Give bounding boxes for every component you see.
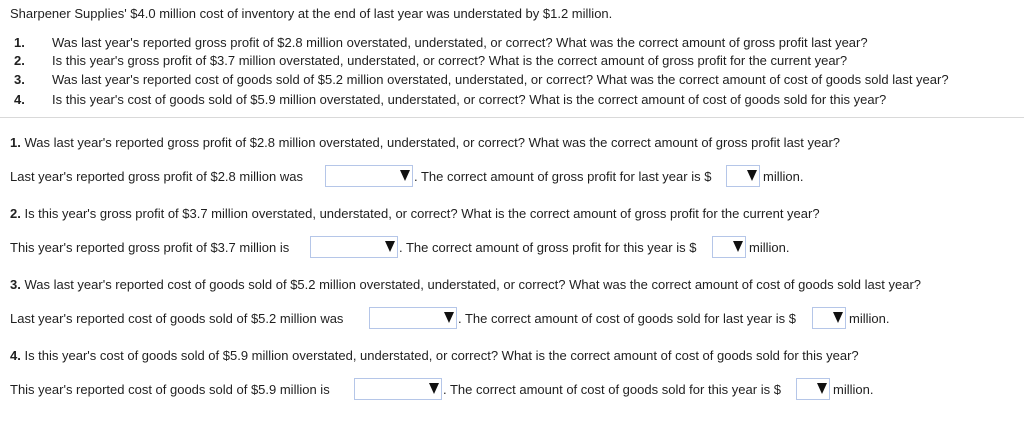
status-dropdown[interactable] [310,236,398,258]
problem-intro: Sharpener Supplies' $4.0 million cost of inventory at the end of last year was understated by $1.2 million. [10,6,613,21]
answer-mid-text: . The correct amount of gross profit for this year is $ [399,240,697,255]
answer-mid-text: . The correct amount of cost of goods sold for last year is $ [458,311,796,326]
amount-dropdown[interactable] [796,378,830,400]
part-number: 3. [10,277,21,292]
dropdown-arrow-icon [733,241,743,252]
dropdown-arrow-icon [817,383,827,394]
answer-lead-text: This year's reported gross profit of $3.7 million is [10,240,290,255]
answer-unit-text: million. [749,240,790,255]
dropdown-arrow-icon [400,170,410,181]
question-number: 2. [14,53,25,68]
answer-lead-text: Last year's reported cost of goods sold of $5.2 million was [10,311,344,326]
part-question: Was last year's reported gross profit of $2.8 million overstated, understated, or correct? What was the correct amount of gross profit last year? [20,135,841,150]
answer-mid-text: . The correct amount of gross profit for last year is $ [414,169,712,184]
status-dropdown[interactable] [325,165,413,187]
part-number: 1. [10,135,21,150]
part-heading [10,205,820,223]
answer-lead-text: This year's reported cost of goods sold of $5.9 million is [10,382,330,397]
part-question: Is this year's cost of goods sold of $5.9 million overstated, understated, or correct? What is the correct amount of cost of goods sold for this year? [20,348,859,363]
answer-unit-text: million. [849,311,890,326]
section-divider [0,117,1024,118]
amount-dropdown[interactable] [812,307,846,329]
part-number: 2. [10,206,21,221]
dropdown-arrow-icon [833,312,843,323]
answer-lead-text: Last year's reported gross profit of $2.8 million was [10,169,303,184]
part-heading [10,347,859,365]
dropdown-arrow-icon [747,170,757,181]
question-number: 1. [14,35,25,50]
part-heading [10,134,840,152]
question-text: Was last year's reported gross profit of $2.8 million overstated, understated, or correct? What was the correct amount of gross profit last year? [52,35,868,50]
part-question: Is this year's gross profit of $3.7 million overstated, understated, or correct? What is the correct amount of gross profit for the current year? [20,206,820,221]
answer-mid-text: . The correct amount of cost of goods sold for this year is $ [443,382,781,397]
dropdown-arrow-icon [385,241,395,252]
dropdown-arrow-icon [444,312,454,323]
question-number: 3. [14,72,25,87]
amount-dropdown[interactable] [712,236,746,258]
dropdown-arrow-icon [429,383,439,394]
status-dropdown[interactable] [354,378,442,400]
status-dropdown[interactable] [369,307,457,329]
part-number: 4. [10,348,21,363]
question-text: Is this year's gross profit of $3.7 million overstated, understated, or correct? What is the correct amount of gross profit for the current year? [52,53,848,68]
question-text: Is this year's cost of goods sold of $5.9 million overstated, understated, or correct? What is the correct amount of cost of goods sold for this year? [52,92,887,107]
question-number: 4. [14,92,25,107]
part-heading [10,276,921,294]
answer-unit-text: million. [833,382,874,397]
question-text: Was last year's reported cost of goods sold of $5.2 million overstated, understated, or correct? What was the correct amount of cost of goods sold last year? [52,72,949,87]
answer-unit-text: million. [763,169,804,184]
amount-dropdown[interactable] [726,165,760,187]
part-question: Was last year's reported cost of goods sold of $5.2 million overstated, understated, or correct? What was the correct amount of cost of goods sold last year? [20,277,922,292]
